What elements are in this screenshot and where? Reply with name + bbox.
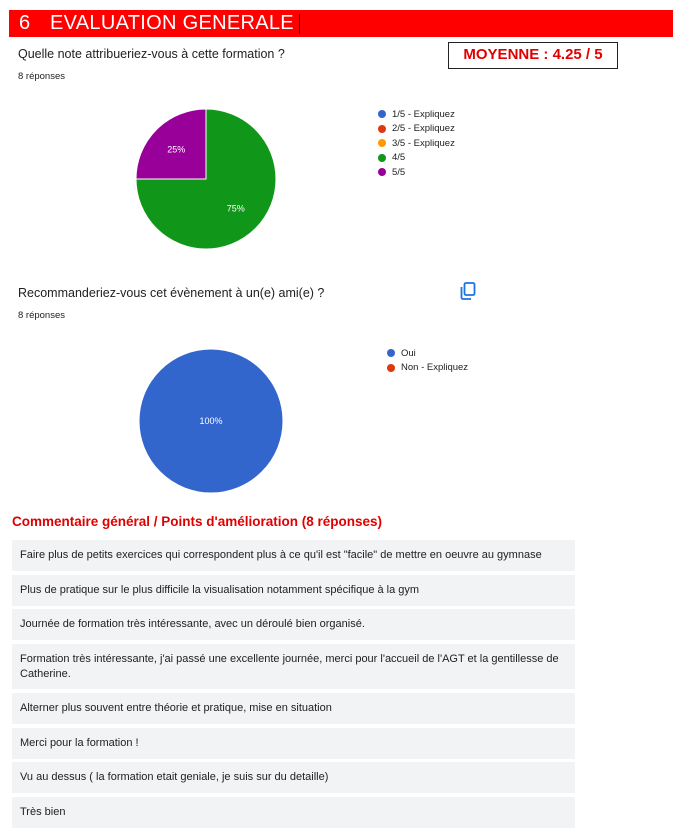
q1-legend-item — [378, 122, 455, 137]
q1-legend-item — [378, 107, 455, 122]
legend-swatch — [387, 349, 395, 357]
legend-label: 3/5 - Expliquez — [392, 137, 455, 149]
legend-swatch — [378, 168, 386, 176]
q2-pie-chart — [134, 344, 288, 498]
q2-legend-item — [387, 361, 468, 376]
legend-label: Oui — [401, 347, 416, 359]
comment-item: Plus de pratique sur le plus difficile la visualisation notamment spécifique à la gym — [12, 575, 575, 606]
comment-item: Très bien — [12, 797, 575, 828]
q1-pie-chart — [130, 103, 282, 255]
legend-label: 5/5 — [392, 166, 406, 178]
legend-swatch — [378, 125, 386, 133]
legend-swatch — [378, 154, 386, 162]
comment-item: Merci pour la formation ! — [12, 728, 575, 759]
q2-legend-item — [387, 346, 468, 361]
q1-legend-item — [378, 151, 455, 166]
legend-swatch — [378, 110, 386, 118]
q1-response-count: 8 réponses — [18, 71, 66, 82]
text-cursor — [299, 14, 300, 34]
comment-item: Faire plus de petits exercices qui correspondent plus à ce qu'il est "facile" de mettre en oeuvre au gymnase — [12, 540, 575, 571]
comment-item: Journée de formation très intéressante, avec un déroulé bien organisé. — [12, 609, 575, 640]
section-title: EVALUATION GENERALE — [50, 12, 294, 34]
legend-label: 4/5 — [392, 152, 406, 164]
pie-slice-label: 100% — [199, 416, 223, 426]
legend-swatch — [378, 139, 386, 147]
comment-item: Formation très intéressante, j'ai passé une excellente journée, merci pour l'accueil de l'AGT et la gentillesse de Catherine. — [12, 644, 575, 689]
q1-legend-item — [378, 165, 455, 180]
pie-slice-label: 25% — [167, 144, 186, 155]
q2-title: Recommanderiez-vous cet évènement à un(e) ami(e) ? — [18, 286, 325, 300]
pie-slice-label: 75% — [226, 203, 245, 214]
legend-label: 2/5 - Expliquez — [392, 123, 455, 135]
q1-title: Quelle note attribueriez-vous à cette formation ? — [18, 47, 285, 61]
q2-legend — [387, 346, 468, 375]
comment-item: Vu au dessus ( la formation etait geniale, je suis sur du detaille) — [12, 762, 575, 793]
q1-legend — [378, 107, 455, 180]
copy-icon[interactable] — [460, 282, 476, 300]
average-score-box: MOYENNE : 4.25 / 5 — [448, 42, 618, 69]
legend-label: 1/5 - Expliquez — [392, 108, 455, 120]
section-header — [9, 10, 673, 37]
comment-item: Alterner plus souvent entre théorie et pratique, mise en situation — [12, 693, 575, 724]
comments-heading: Commentaire général / Points d'amélioration (8 réponses) — [12, 514, 383, 529]
q1-legend-item — [378, 136, 455, 151]
q2-response-count: 8 réponses — [18, 310, 66, 321]
legend-label: Non - Expliquez — [401, 362, 469, 374]
section-number: 6 — [19, 12, 31, 34]
legend-swatch — [387, 364, 395, 372]
